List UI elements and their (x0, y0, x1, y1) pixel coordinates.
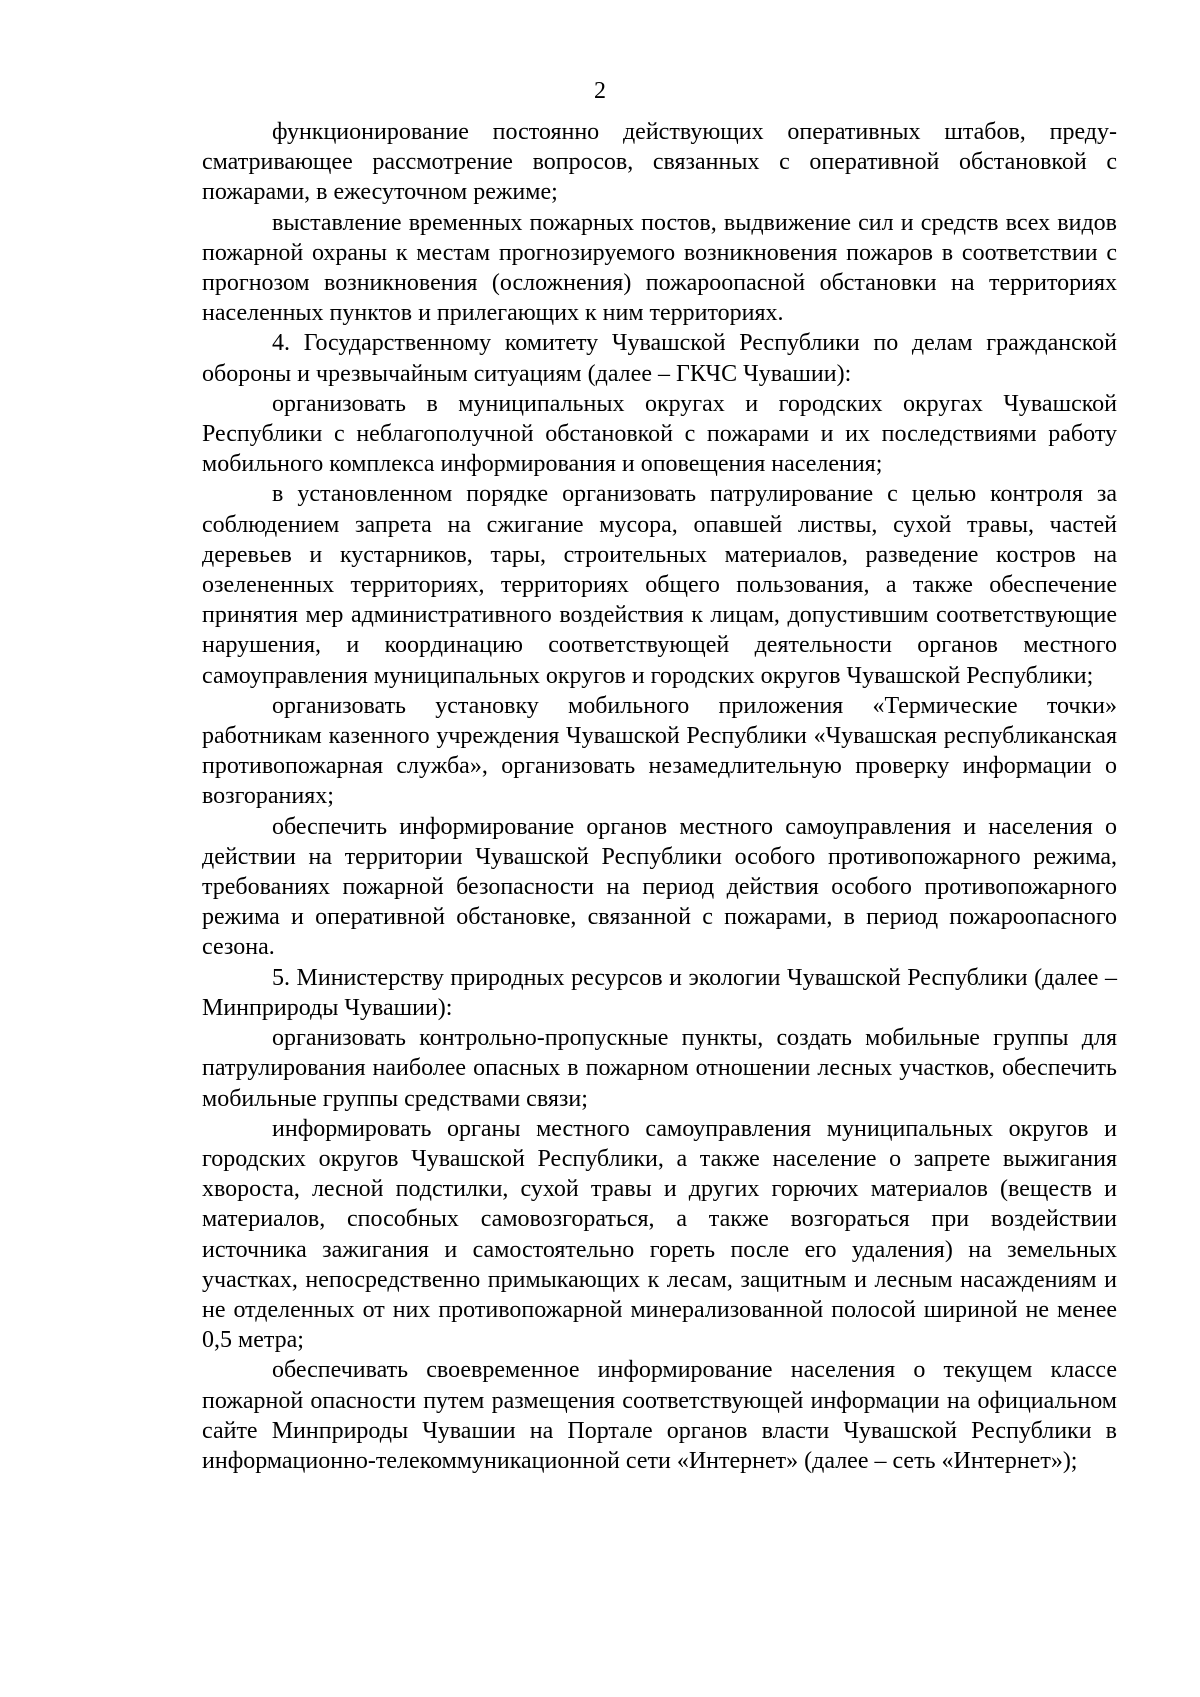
paragraph: организовать в муниципальных округах и городских округах Чувашской Республики с неблагополучной обстановкой с пожарами и их последствиями работу мобильного комплекса информирования и оповещения населения; (202, 390, 1117, 478)
paragraph: информировать органы местного самоуправления муниципальных округов и городских округов Чувашской Республики, а также население о запрете выжигания хвороста, лесной подстилки, сухой травы и других горючих материалов (веществ и материалов, способных самовозгораться, а также возгораться при воздействии источника зажигания и самостоятельно гореть после его удаления) на земельных участках, непосредственно примыкающих к лесам, защитным и лесным насаждениям и не отделенных от них противопожарной минерализованной полосой шириной не менее 0,5 метра; (202, 1115, 1117, 1354)
document-body (202, 117, 1117, 1476)
paragraph: 5. Министерству природных ресурсов и экологии Чувашской Республики (далее – Минприроды Чувашии): (202, 964, 1117, 1021)
paragraph: в установленном порядке организовать патрулирование с целью контроля за соблюдением запрета на сжигание мусора, опавшей листвы, сухой травы, частей деревьев и кустарников, тары, строительных материалов, разведение костров на озелененных территориях, территориях общего пользования, а также обеспечение принятия мер административного воздействия к лицам, допустившим соответствующие нарушения, и координацию соответствующей деятельности органов местного самоуправления муниципальных округов и городских округов Чувашской Республики; (202, 481, 1117, 689)
paragraph: функционирование постоянно действующих оперативных штабов, предусматривающее рассмотрение вопросов, связанных с оперативной обстановкой с пожарами, в ежесуточном режиме; (202, 119, 1117, 206)
paragraph: 4. Государственному комитету Чувашской Республики по делам гражданской обороны и чрезвычайным ситуациям (далее – ГКЧС Чувашии): (202, 330, 1117, 387)
paragraph: организовать контрольно-пропускные пункты, создать мобильные группы для патрулирования наиболее опасных в пожарном отношении лесных участков, обеспечить мобильные группы средствами связи; (202, 1025, 1117, 1112)
page-number: 2 (594, 78, 606, 104)
paragraph: обеспечивать своевременное информирование населения о текущем классе пожарной опасности путем размещения соответствующей информации на официальном сайте Минприроды Чувашии на Портале органов власти Чувашской Республики в информационно-телекоммуникационной сети «Интернет» (далее – сеть «Интернет»); (202, 1357, 1117, 1474)
paragraph: организовать установку мобильного приложения «Термические точки» работникам казенного учреждения Чувашской Республики «Чувашская республиканская противопожарная служба», организовать незамедлительную проверку информации о возгораниях; (202, 692, 1117, 810)
paragraph: обеспечить информирование органов местного самоуправления и населения о действии на территории Чувашской Республики особого противопожарного режима, требованиях пожарной безопасности на период действия особого противопожарного режима и оперативной обстановке, связанной с пожарами, в период пожароопасного сезона. (202, 813, 1117, 961)
paragraph: выставление временных пожарных постов, выдвижение сил и средств всех видов пожарной охраны к местам прогнозируемого возникновения пожаров в соответствии с прогнозом возникновения (осложнения) пожароопасной обстановки на территориях населенных пунктов и прилегающих к ним территориях. (202, 209, 1117, 327)
